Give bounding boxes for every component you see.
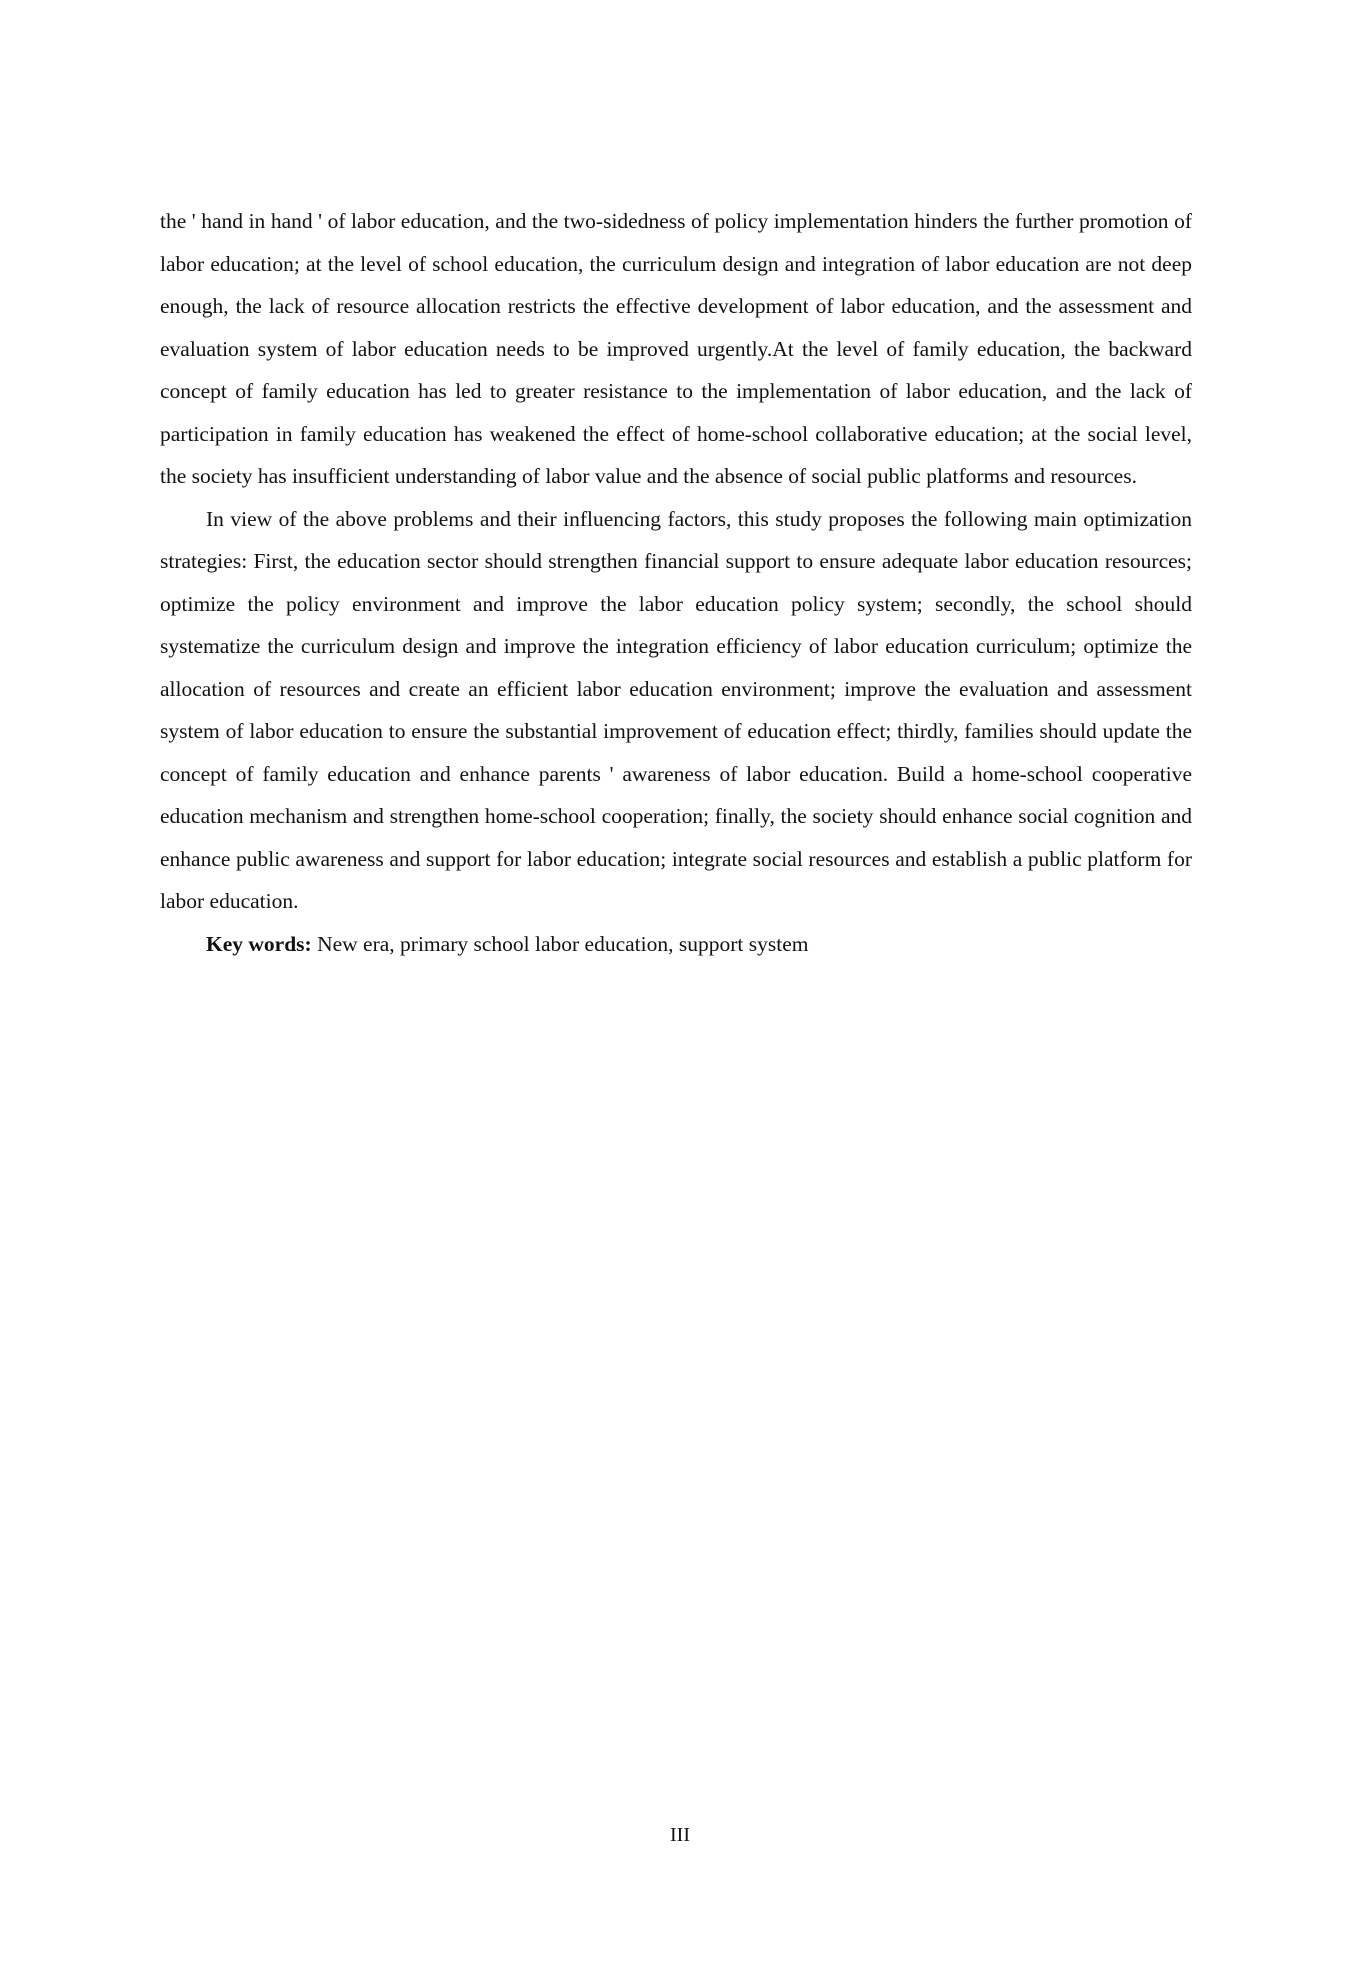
keywords-label: Key words: xyxy=(206,931,312,956)
abstract-paragraph-1: the ' hand in hand ' of labor education, and the two-sidedness of policy implementation hinders the further promotion of labor education; at the level of school education, the curriculum design and integration of labor education are not deep enough, the lack of resource allocation restricts the effective development of labor education, and the assessment and evaluation system of labor education needs to be improved urgently.At the level of family education, the backward concept of family education has led to greater resistance to the implementation of labor education, and the lack of participation in family education has weakened the effect of home-school collaborative education; at the social level, the society has insufficient understanding of labor value and the absence of social public platforms and resources. xyxy=(160,209,1192,488)
page-number: III xyxy=(670,1824,690,1846)
keywords-line xyxy=(160,923,1192,966)
abstract-body xyxy=(160,200,1192,965)
keywords-value: New era, primary school labor education, support system xyxy=(311,931,809,956)
abstract-paragraph-2: In view of the above problems and their influencing factors, this study proposes the following main optimization strategies: First, the education sector should strengthen financial support to ensure adequate labor education resources; optimize the policy environment and improve the labor education policy system; secondly, the school should systematize the curriculum design and improve the integration efficiency of labor education curriculum; optimize the allocation of resources and create an efficient labor education environment; improve the evaluation and assessment system of labor education to ensure the substantial improvement of education effect; thirdly, families should update the concept of family education and enhance parents ' awareness of labor education. Build a home-school cooperative education mechanism and strengthen home-school cooperation; finally, the society should enhance social cognition and enhance public awareness and support for labor education; integrate social resources and establish a public platform for labor education. xyxy=(160,506,1192,913)
